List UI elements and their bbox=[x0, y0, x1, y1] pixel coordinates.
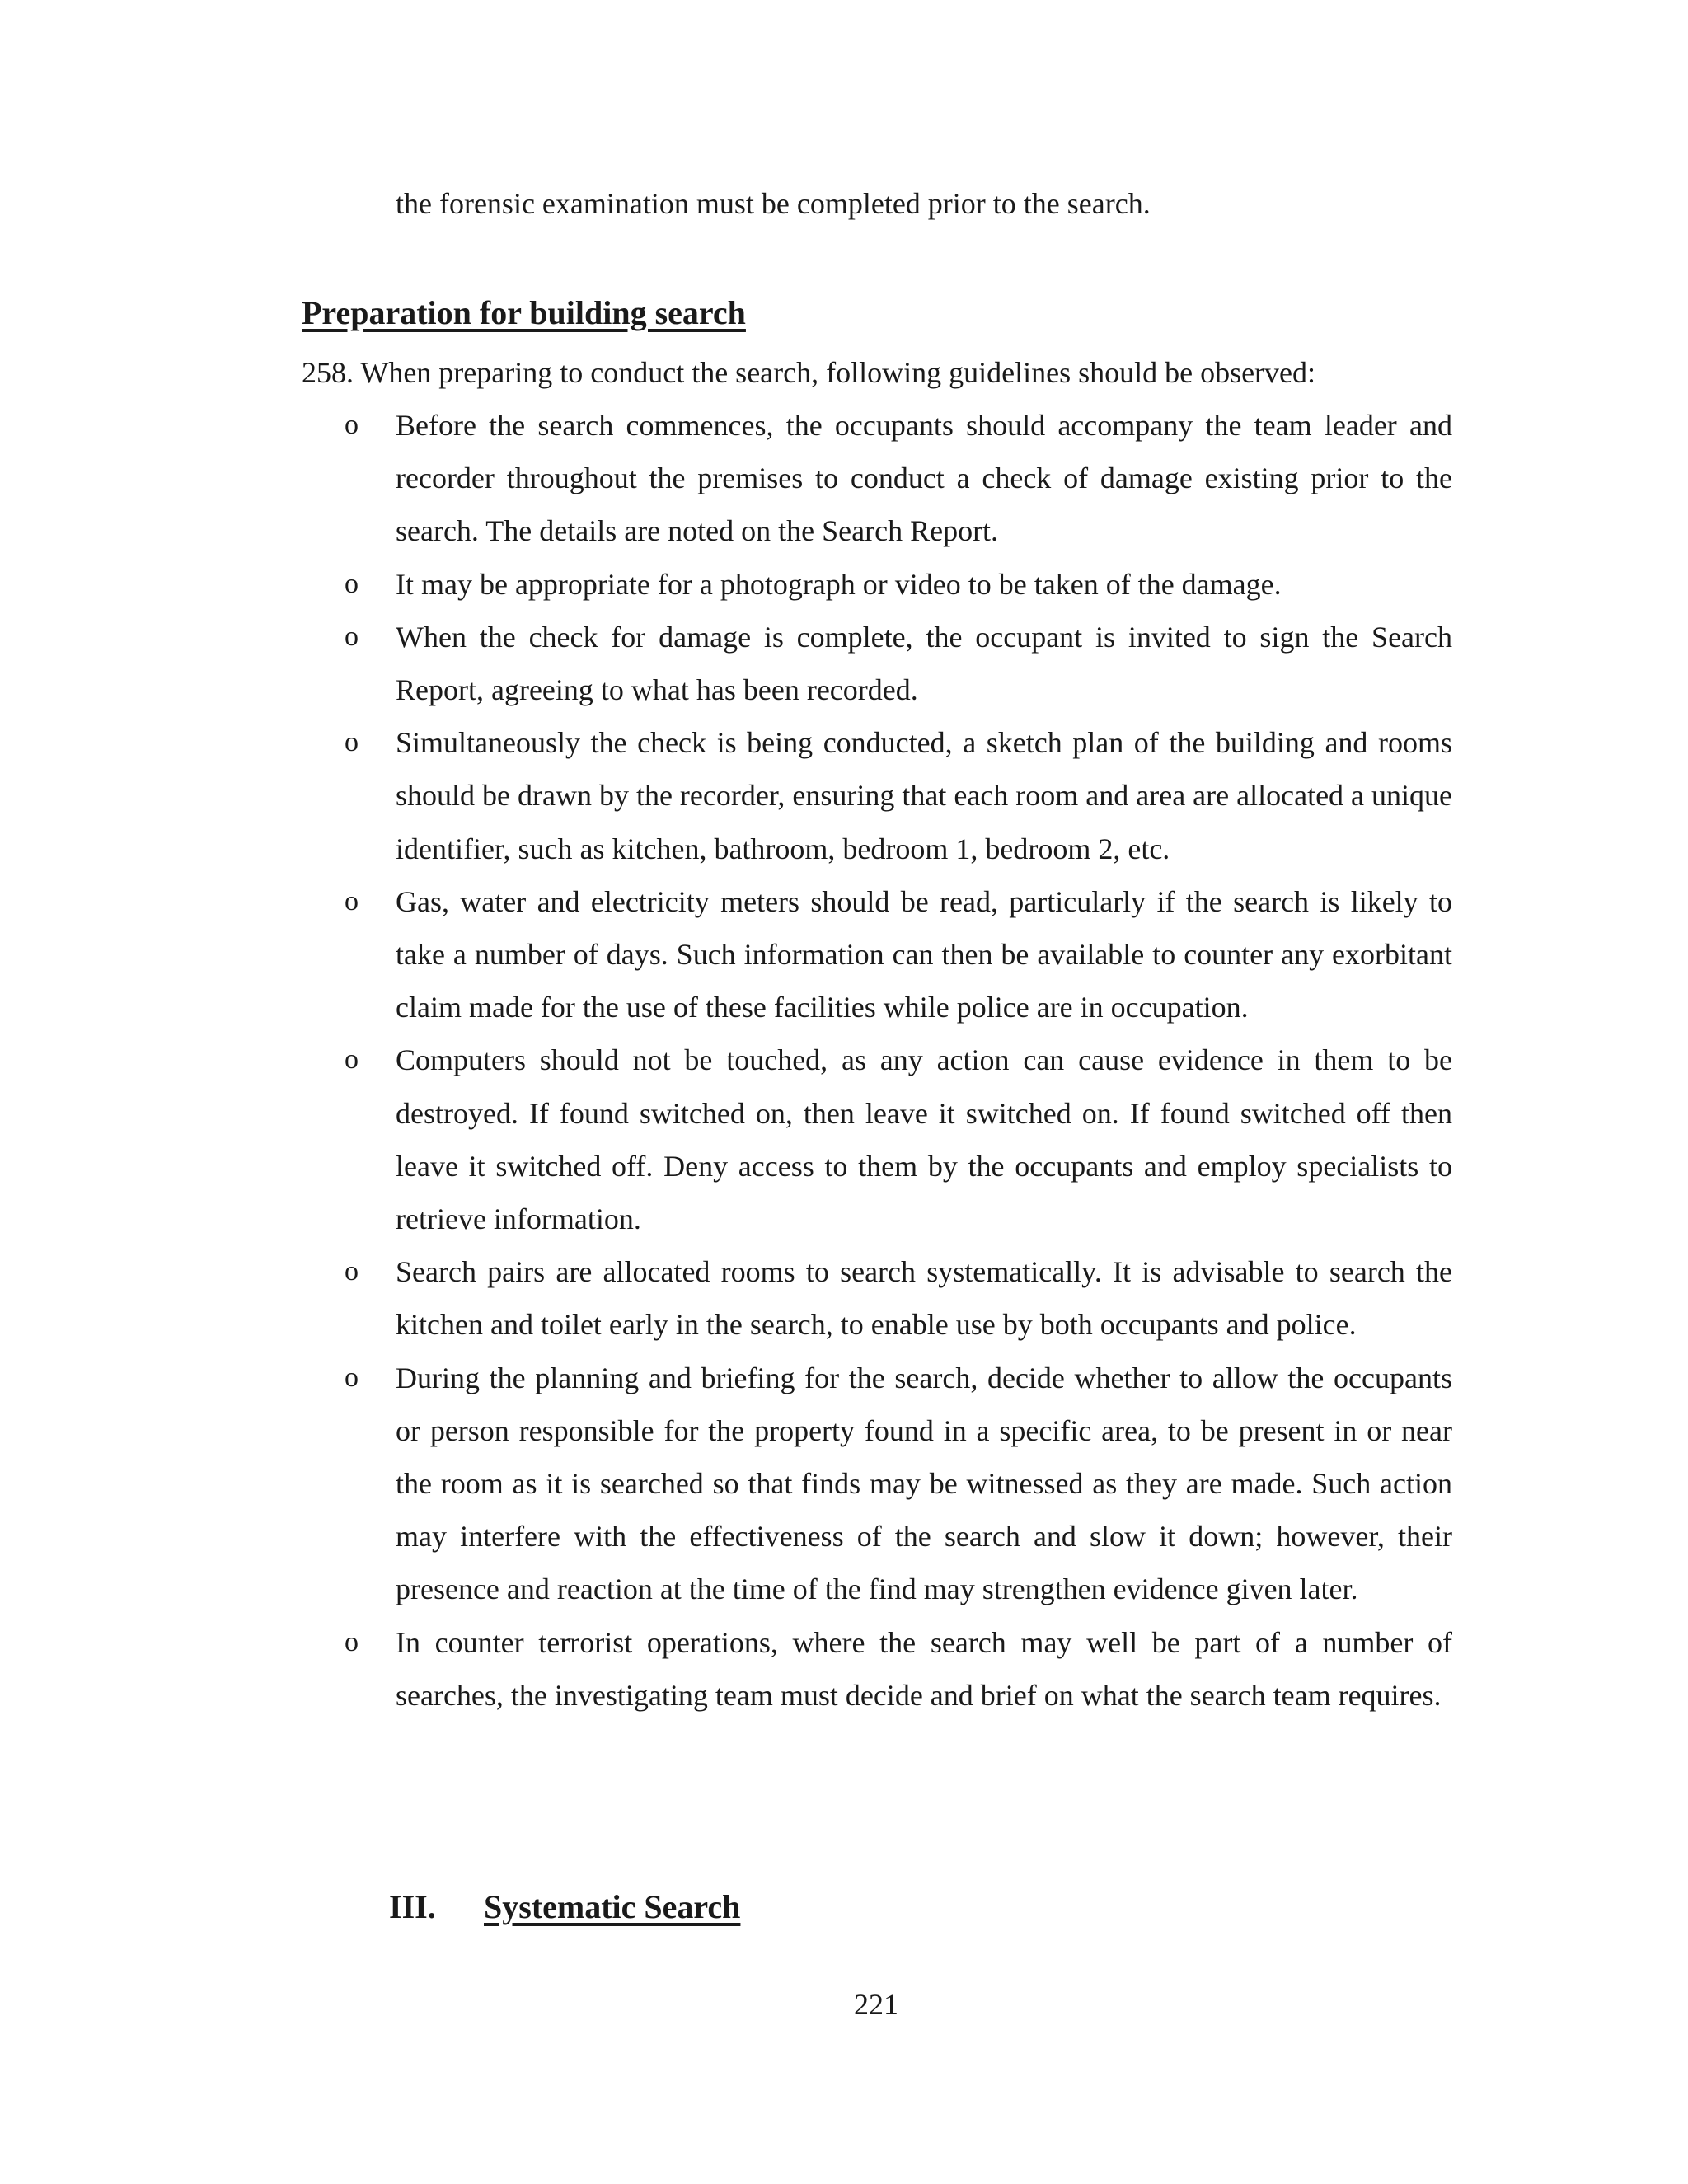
part-number: III. bbox=[389, 1888, 436, 1925]
section-heading: Preparation for building search bbox=[302, 294, 746, 331]
bullet-marker: o bbox=[345, 1626, 359, 1657]
paragraph-258-intro: 258. When preparing to conduct the search, following guidelines should be observed: bbox=[302, 356, 1316, 389]
list-item bbox=[0, 1352, 1688, 1616]
list-item-text: During the planning and briefing for the search, decide whether to allow the occupants or person responsible for the property found in a specific area, to be present in or near the room as it is searched so that finds may be witnessed as they are made. Such action may interfere with the effectiveness of the search and slow it down; however, their presence and reaction at the time of the find may strengthen evidence given later. bbox=[396, 1361, 1452, 1606]
bullet-marker: o bbox=[345, 1361, 359, 1393]
list-item-text: Computers should not be touched, as any action can cause evidence in them to be destroyed. If found switched on, then leave it switched on. If found switched off then leave it switched off. Deny access to them by the occupants and employ specialists to retrieve information. bbox=[396, 1043, 1452, 1236]
guideline-list bbox=[0, 399, 1688, 1722]
list-item bbox=[0, 611, 1688, 716]
page-number: 221 bbox=[854, 1988, 898, 2021]
bullet-marker: o bbox=[345, 1044, 359, 1076]
bullet-marker: o bbox=[345, 621, 359, 652]
bullet-marker: o bbox=[345, 885, 359, 916]
list-item-text: Simultaneously the check is being conducted, a sketch plan of the building and rooms should be drawn by the recorder, ensuring that each room and area are allocated a unique identifier, such as kitchen, bathroom, bedroom 1, bedroom 2, etc. bbox=[396, 726, 1453, 865]
list-item bbox=[0, 1033, 1688, 1245]
list-item-text: Before the search commences, the occupants should accompany the team leader and recorder throughout the premises to conduct a check of damage existing prior to the search. The details are noted on the Search Report. bbox=[396, 409, 1452, 548]
list-item bbox=[0, 716, 1688, 875]
bullet-marker: o bbox=[345, 727, 359, 758]
list-item-text: Search pairs are allocated rooms to search systematically. It is advisable to search the kitchen and toilet early in the search, to enable use by both occupants and police. bbox=[396, 1255, 1452, 1342]
bullet-marker: o bbox=[345, 1256, 359, 1287]
list-item bbox=[0, 875, 1688, 1034]
list-item-text: Gas, water and electricity meters should be read, particularly if the search is likely to take a number of days. Such information can then be available to counter any exorbitant claim made for the use of these facilities while police are in occupation. bbox=[396, 884, 1452, 1024]
bullet-marker: o bbox=[345, 568, 359, 599]
list-item bbox=[0, 399, 1688, 558]
list-item-text: It may be appropriate for a photograph or video to be taken of the damage. bbox=[396, 567, 1282, 601]
list-item bbox=[0, 1616, 1688, 1722]
list-item-text: When the check for damage is complete, the occupant is invited to sign the Search Report, agreeing to what has been recorded. bbox=[396, 620, 1452, 707]
part-title: Systematic Search bbox=[484, 1888, 741, 1925]
list-item-text: In counter terrorist operations, where the search may well be part of a number of searches, the investigating team must decide and brief on what the search team requires. bbox=[396, 1625, 1452, 1712]
continuation-paragraph: the forensic examination must be completed prior to the search. bbox=[396, 187, 1151, 220]
bullet-marker: o bbox=[345, 410, 359, 440]
list-item bbox=[0, 1245, 1688, 1351]
list-item bbox=[0, 558, 1688, 611]
